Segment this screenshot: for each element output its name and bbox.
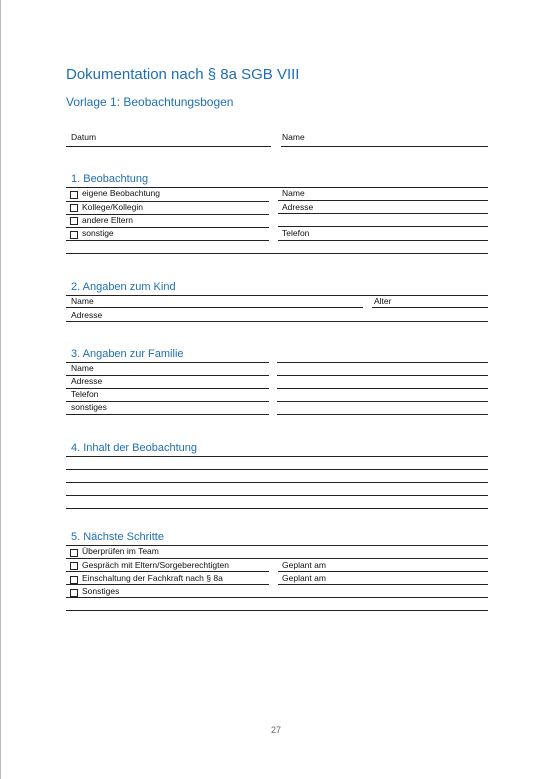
option-label: Gespräch mit Eltern/Sorgeberechtigten <box>82 560 229 570</box>
observer-address-field[interactable] <box>278 213 488 214</box>
checkbox-eigene-beobachtung[interactable] <box>70 191 78 199</box>
row-line <box>66 240 269 241</box>
section-1-heading: 1. Beobachtung <box>71 173 149 185</box>
section-2-heading: 2. Angaben zum Kind <box>71 281 176 293</box>
other-steps-field[interactable] <box>66 610 488 611</box>
planned-date-label: Geplant am <box>282 573 326 583</box>
checkbox-einschaltung-fachkraft[interactable] <box>70 576 78 584</box>
page-number: 27 <box>271 725 282 735</box>
observer-address-field-2[interactable] <box>278 226 488 227</box>
page-title: Dokumentation nach § 8a SGB VIII <box>66 66 300 83</box>
section-1-bottom-line[interactable] <box>66 253 488 254</box>
option-label: Überprüfen im Team <box>82 546 159 556</box>
section-3-rule-right <box>277 362 488 363</box>
child-age-field[interactable] <box>372 307 488 308</box>
page-subtitle: Vorlage 1: Beobachtungsbogen <box>66 95 234 109</box>
family-address-label: Adresse <box>71 376 103 386</box>
checkbox-kollege-kollegin[interactable] <box>70 204 78 212</box>
planned-date-label: Geplant am <box>282 560 326 570</box>
section-3-rule <box>66 362 269 363</box>
section-4-heading: 4. Inhalt der Beobachtung <box>71 442 197 454</box>
option-label: Sonstiges <box>82 586 120 596</box>
checkbox-sonstiges[interactable] <box>70 589 78 597</box>
child-name-label: Name <box>71 296 94 306</box>
section-4-rule <box>66 456 488 457</box>
datum-field[interactable] <box>66 146 271 147</box>
checkbox-andere-eltern[interactable] <box>70 217 78 225</box>
observation-line[interactable] <box>66 469 488 470</box>
option-label: Einschaltung der Fachkraft nach § 8a <box>82 573 223 583</box>
row-line <box>66 584 269 585</box>
family-name-field-right[interactable] <box>277 375 488 376</box>
observer-name-field[interactable] <box>278 200 488 201</box>
row-line <box>66 558 488 559</box>
observer-phone-field[interactable] <box>278 240 488 241</box>
section-2-rule <box>66 295 488 296</box>
name-field[interactable] <box>281 146 488 147</box>
checkbox-sonstige[interactable] <box>70 231 78 239</box>
child-age-label: Alter <box>374 296 392 306</box>
section-5-heading: 5. Nächste Schritte <box>71 531 164 543</box>
observation-line[interactable] <box>66 495 488 496</box>
observer-phone-label: Telefon <box>282 228 310 238</box>
family-name-label: Name <box>71 363 94 373</box>
option-label: eigene Beobachtung <box>82 188 160 198</box>
option-label: andere Eltern <box>82 215 134 225</box>
option-label: sonstige <box>82 228 114 238</box>
observation-line[interactable] <box>66 482 488 483</box>
observer-name-label: Name <box>282 188 305 198</box>
family-address-field-right[interactable] <box>277 388 488 389</box>
observer-address-label: Adresse <box>282 202 314 212</box>
child-name-field[interactable] <box>66 307 363 308</box>
row-line <box>66 571 269 572</box>
planned-date-field[interactable] <box>278 571 488 572</box>
child-address-label: Adresse <box>71 310 103 320</box>
datum-label: Datum <box>71 132 97 142</box>
option-label: Kollege/Kollegin <box>82 202 143 212</box>
checkbox-gespraech-mit-eltern[interactable] <box>70 562 78 570</box>
family-other-field[interactable] <box>66 414 269 415</box>
planned-date-field[interactable] <box>278 584 488 585</box>
name-label: Name <box>282 132 305 142</box>
checkbox-ueberpruefen-im-team[interactable] <box>70 549 78 557</box>
family-other-field-right[interactable] <box>277 414 488 415</box>
family-phone-field-right[interactable] <box>277 401 488 402</box>
child-address-field[interactable] <box>66 321 488 322</box>
section-3-heading: 3. Angaben zur Familie <box>71 348 184 360</box>
observation-line[interactable] <box>66 508 488 509</box>
family-phone-label: Telefon <box>71 389 99 399</box>
row-line <box>66 597 488 598</box>
family-other-label: sonstiges <box>71 402 107 412</box>
page-left-edge <box>0 0 1 779</box>
